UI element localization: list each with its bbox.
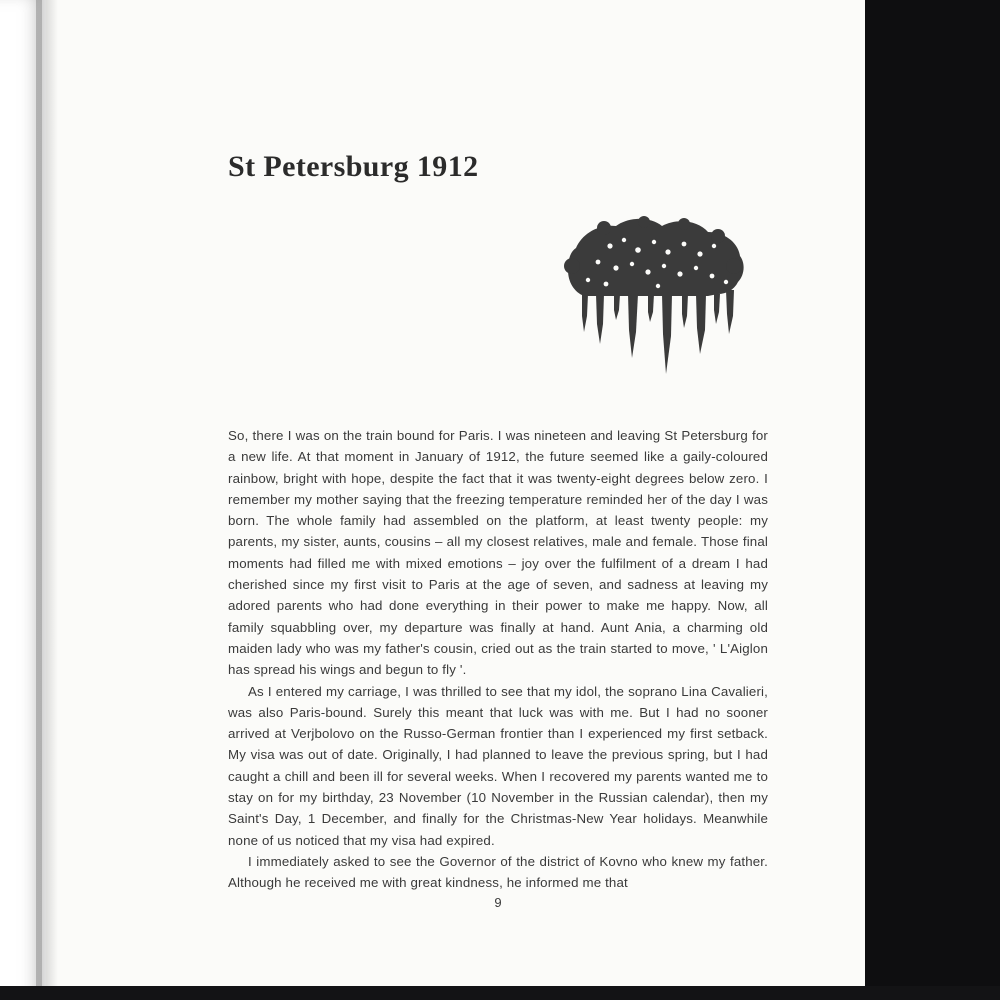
page-title: St Petersburg 1912 xyxy=(228,150,479,184)
page-content xyxy=(58,0,853,1000)
body-text xyxy=(228,425,768,894)
paragraph-1: So, there I was on the train bound for Paris. I was nineteen and leaving St Petersburg for a new life. At that moment in January of 1912, the future seemed like a gaily-coloured rainbow, bright with hope, despite the fact that it was twenty-eight degrees below zero. I remember my mother saying that the freezing temperature reminded her of the day I was born. The whole family had assembled on the platform, at least twenty people: my parents, my sister, aunts, cousins – all my closest relatives, male and female. Those final moments had filled me with mixed emotions – joy over the fulfilment of a dream I had cherished since my first visit to Paris at the age of seven, and sadness at leaving my adored parents who had done everything in their power to make me happy. Now, all family squabbling over, my departure was finally at hand. Aunt Ania, a charming old maiden lady who was my father's cousin, cried out as the train started to move, ' L'Aiglon has spread his wings and begun to fly '. xyxy=(228,428,768,678)
page-number: 9 xyxy=(494,895,502,910)
ink-blot-icicles-ornament xyxy=(558,212,758,392)
gutter-shadow xyxy=(36,0,58,1000)
scan-background-right xyxy=(865,0,1000,1000)
paragraph-3: I immediately asked to see the Governor of the district of Kovno who knew my father. Although he received me with great kindness, he informed me that xyxy=(228,853,768,891)
paragraph-2: As I entered my carriage, I was thrilled to see that my idol, the soprano Lina Cavalieri, was also Paris-bound. Surely this meant that luck was with me. But I had no sooner arrived at Verjbolovo on the Russo-German frontier than I experienced my first setback. My visa was out of date. Originally, I had planned to leave the previous spring, but I had caught a chill and been ill for several weeks. When I recovered my parents wanted me to stay on for my birthday, 23 November (10 November in the Russian calendar), then my Saint's Day, 1 December, and finally for the Christmas-New Year holidays. Meanwhile none of us noticed that my visa had expired. xyxy=(228,683,768,848)
scan-background-bottom xyxy=(0,986,1000,1000)
